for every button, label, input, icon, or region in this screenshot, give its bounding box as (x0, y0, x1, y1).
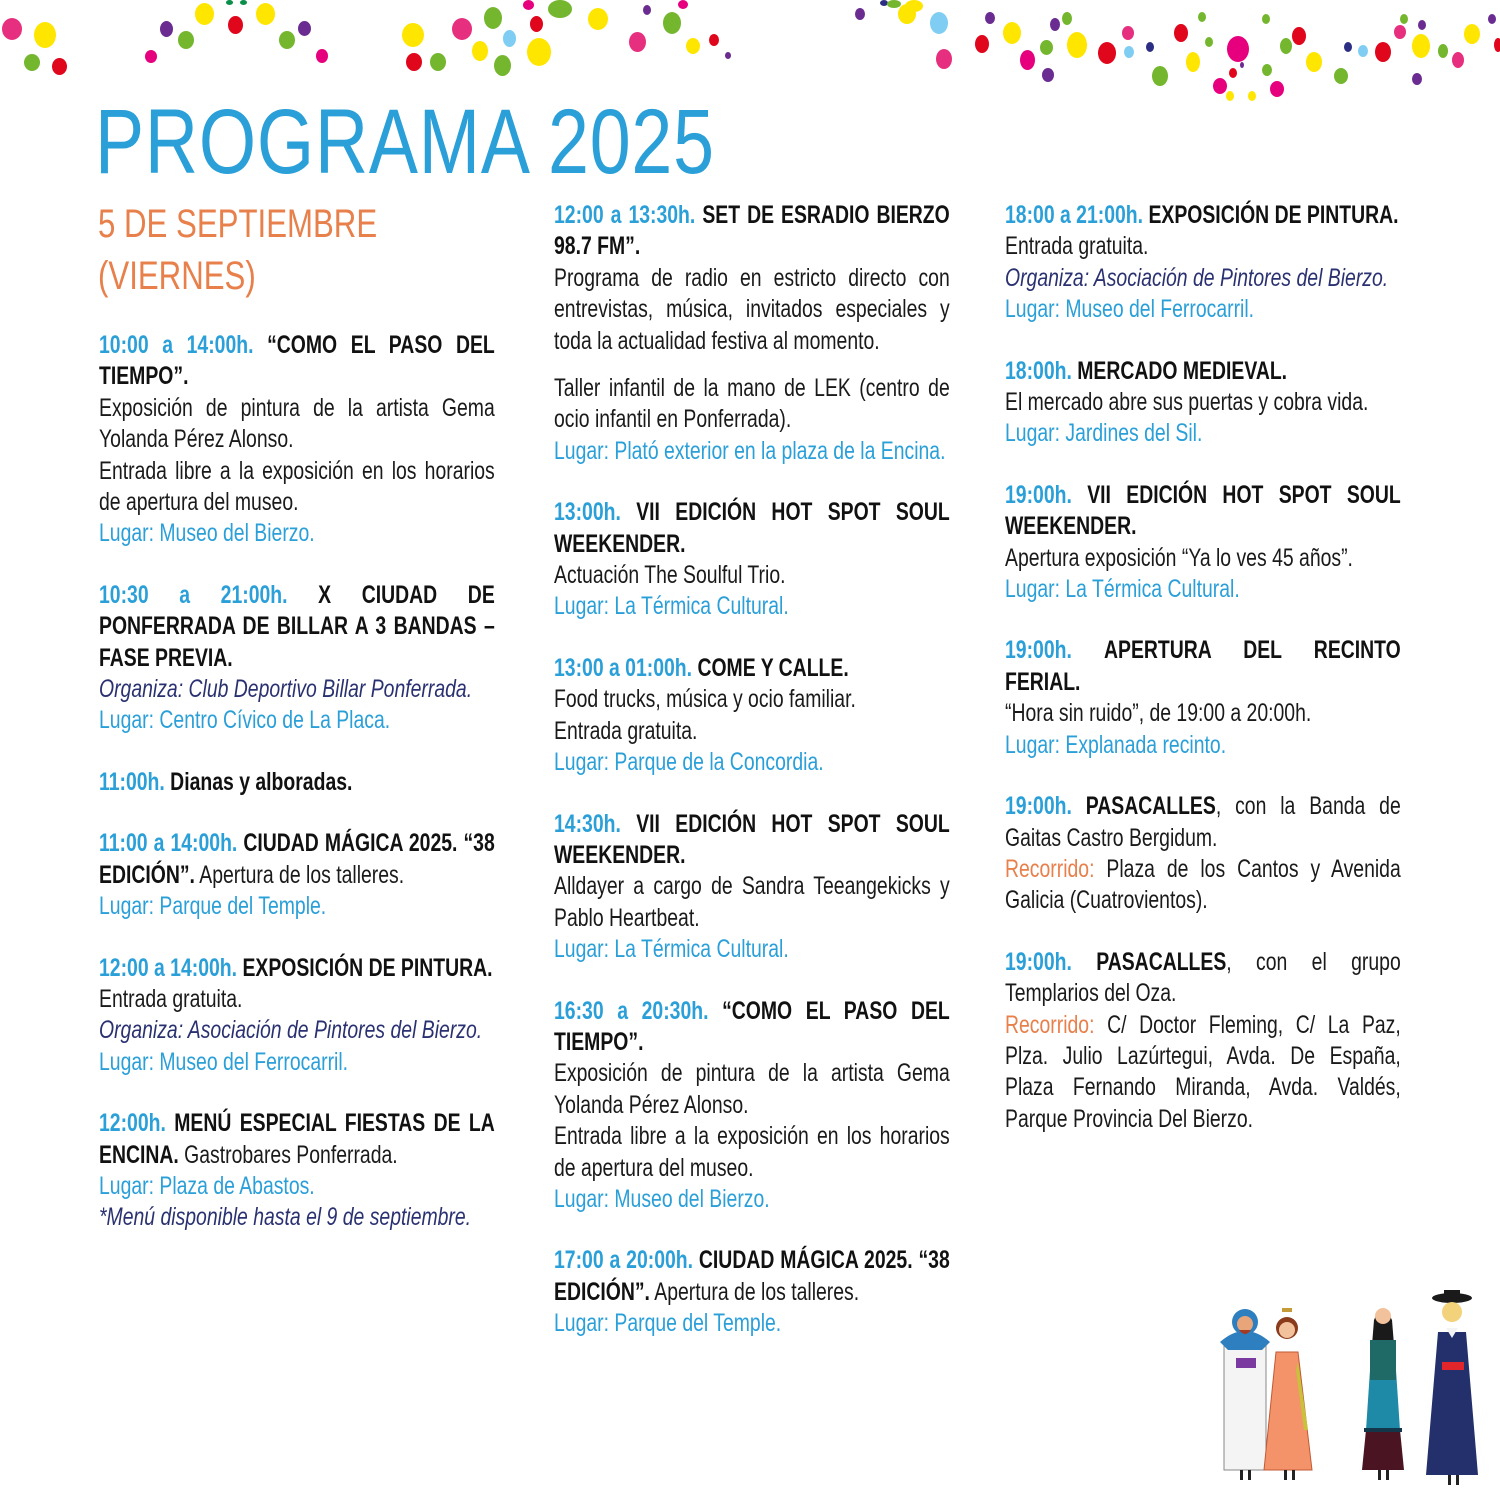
event-time: 19:00h. (1005, 947, 1072, 976)
event-title: MERCADO MEDIEVAL. (1077, 356, 1288, 385)
event-item (1005, 200, 1401, 326)
day-heading (98, 198, 377, 302)
event-description: Entrada libre a la exposición en los horarios de apertura del museo. (554, 1122, 950, 1182)
event-organizer: Organiza: Asociación de Pintores del Bierzo. (1005, 263, 1389, 292)
event-location: Lugar: Centro Cívico de La Placa. (99, 706, 391, 735)
event-description: Apertura exposición “Ya lo ves 45 años”. (1005, 543, 1353, 572)
event-organizer: Organiza: Asociación de Pintores del Bierzo. (99, 1016, 483, 1045)
figure-woman-icon (1362, 1308, 1404, 1480)
event-item (99, 828, 495, 922)
event-description: Actuación The Soulful Trio. (554, 561, 786, 590)
event-time: 13:00 a 01:00h. (554, 653, 693, 682)
event-item (99, 953, 495, 1079)
event-title: Dianas y alboradas. (170, 767, 353, 796)
giants-figures-illustration (1200, 1280, 1500, 1500)
event-description: Alldayer a cargo de Sandra Teeangekicks y Pablo Heartbeat. (554, 872, 950, 932)
event-description: El mercado abre sus puertas y cobra vida. (1005, 388, 1369, 417)
event-title: VII EDICIÓN HOT SPOT SOUL WEEKENDER. (1005, 480, 1401, 541)
event-item (1005, 635, 1401, 761)
event-time: 14:30h. (554, 809, 621, 838)
event-time: 10:00 a 14:00h. (99, 331, 254, 359)
event-time: 18:00h. (1005, 356, 1072, 385)
event-time: 17:00 a 20:00h. (554, 1246, 694, 1275)
event-title: COME Y CALLE. (697, 653, 849, 682)
event-time: 12:00h. (99, 1109, 166, 1138)
event-title: X CIUDAD DE PONFERRADA DE BILLAR A 3 BANDAS – FASE PREVIA. (99, 580, 495, 672)
event-item (99, 580, 495, 737)
event-item (554, 200, 950, 467)
event-time: 13:00h. (554, 498, 621, 527)
schedule-column-2 (554, 200, 950, 1370)
route-label: Recorrido: (1005, 854, 1095, 883)
schedule-column-1 (99, 330, 495, 1264)
event-organizer: Organiza: Club Deportivo Billar Ponferrada. (99, 675, 473, 704)
event-time: 16:30 a 20:30h. (554, 996, 709, 1025)
day-weekday: (VIERNES) (98, 254, 256, 298)
event-location: Lugar: Museo del Bierzo. (554, 1184, 770, 1213)
event-route: Plaza de los Cantos y Avenida Galicia (Cuatrovientos). (1005, 854, 1401, 915)
event-location: Lugar: Parque de la Concordia. (554, 748, 824, 777)
figure-pilgrim-icon (1220, 1309, 1270, 1480)
event-title: APERTURA DEL RECINTO FERIAL. (1005, 636, 1401, 696)
event-description: , con el grupo Templarios del Oza. (1005, 947, 1401, 1008)
event-location: Lugar: La Térmica Cultural. (1005, 575, 1240, 604)
event-item (99, 1108, 495, 1234)
event-item (1005, 356, 1401, 450)
event-title: CIUDAD MÁGICA 2025. “38 EDICIÓN”. (554, 1246, 950, 1306)
event-location: Lugar: Museo del Ferrocarril. (1005, 295, 1255, 324)
event-time: 12:00 a 13:30h. (554, 201, 696, 229)
event-description: “Hora sin ruido”, de 19:00 a 20:00h. (1005, 699, 1312, 728)
event-time: 18:00 a 21:00h. (1005, 201, 1144, 229)
event-description: Apertura de los talleres. (654, 1277, 860, 1306)
event-location: Lugar: Museo del Bierzo. (99, 519, 315, 548)
event-time: 12:00 a 14:00h. (99, 953, 238, 982)
event-item (1005, 480, 1401, 606)
event-location: Lugar: Parque del Temple. (554, 1309, 782, 1338)
event-item (1005, 791, 1401, 917)
event-title: SET DE ESRADIO BIERZO 98.7 FM”. (554, 201, 950, 261)
event-description: , con la Banda de Gaitas Castro Bergidum. (1005, 792, 1401, 852)
event-time: 19:00h. (1005, 792, 1072, 821)
event-time: 19:00h. (1005, 480, 1072, 509)
event-description: Apertura de los talleres. (199, 860, 405, 889)
event-item (554, 996, 950, 1216)
event-description: Programa de radio en estricto directo con entrevistas, música, invitados especiales y toda la actualidad festiva al momento. (554, 263, 950, 355)
schedule-column-3 (1005, 200, 1401, 1165)
event-location: Lugar: Jardines del Sil. (1005, 419, 1203, 448)
event-location: Lugar: Parque del Temple. (99, 892, 327, 921)
event-location: Lugar: La Térmica Cultural. (554, 592, 789, 621)
event-location: Lugar: La Térmica Cultural. (554, 935, 789, 964)
event-item (554, 653, 950, 779)
event-item (554, 497, 950, 623)
event-description: Entrada gratuita. (1005, 232, 1149, 261)
event-description: Entrada gratuita. (99, 984, 243, 1013)
route-label: Recorrido: (1005, 1010, 1095, 1039)
event-description: Food trucks, música y ocio familiar. (554, 685, 856, 714)
event-title: PASACALLES (1096, 947, 1227, 976)
event-item (99, 767, 495, 798)
event-note: *Menú disponible hasta el 9 de septiembre. (99, 1203, 472, 1232)
event-title: CIUDAD MÁGICA 2025. “38 EDICIÓN”. (99, 829, 495, 889)
event-title: “COMO EL PASO DEL TIEMPO”. (554, 996, 950, 1056)
event-description: Exposición de pintura de la artista Gema Yolanda Pérez Alonso. (99, 393, 495, 454)
event-title: MENÚ ESPECIAL FIESTAS DE LA ENCINA. (99, 1109, 495, 1169)
event-description: Taller infantil de la mano de LEK (centro de ocio infantil en Ponferrada). (554, 374, 950, 434)
event-title: VII EDICIÓN HOT SPOT SOUL WEEKENDER. (554, 498, 950, 558)
event-time: 11:00 a 14:00h. (99, 829, 238, 858)
figure-lady-icon (1264, 1308, 1312, 1480)
event-description: Entrada libre a la exposición en los horarios de apertura del museo. (99, 456, 495, 517)
event-route: C/ Doctor Fleming, C/ La Paz, Plza. Julio Lazúrtegui, Avda. De España, Plaza Fernando Miranda, Avda. Valdés, Parque Provincia Del Bierzo. (1005, 1010, 1401, 1133)
event-location: Lugar: Plató exterior en la plaza de la Encina. (554, 436, 946, 465)
event-time: 11:00h. (99, 767, 165, 796)
event-item (554, 1245, 950, 1339)
event-time: 10:30 a 21:00h. (99, 580, 288, 609)
event-title: VII EDICIÓN HOT SPOT SOUL WEEKENDER. (554, 809, 950, 869)
figure-man-icon (1426, 1290, 1478, 1485)
day-date: 5 DE SEPTIEMBRE (98, 202, 378, 246)
event-item (554, 809, 950, 966)
event-title: EXPOSICIÓN DE PINTURA. (1148, 201, 1399, 229)
event-title: “COMO EL PASO DEL TIEMPO”. (99, 331, 495, 391)
event-location: Lugar: Museo del Ferrocarril. (99, 1047, 349, 1076)
event-description: Exposición de pintura de la artista Gema Yolanda Pérez Alonso. (554, 1059, 950, 1119)
event-description: Gastrobares Ponferrada. (184, 1140, 398, 1169)
event-time: 19:00h. (1005, 636, 1072, 665)
event-location: Lugar: Explanada recinto. (1005, 730, 1227, 759)
event-location: Lugar: Plaza de Abastos. (99, 1171, 315, 1200)
event-title: PASACALLES (1085, 792, 1216, 821)
page-title: PROGRAMA 2025 (95, 91, 715, 193)
event-title: EXPOSICIÓN DE PINTURA. (242, 953, 493, 982)
event-description: Entrada gratuita. (554, 716, 698, 745)
event-item (1005, 947, 1401, 1135)
event-item (99, 330, 495, 550)
